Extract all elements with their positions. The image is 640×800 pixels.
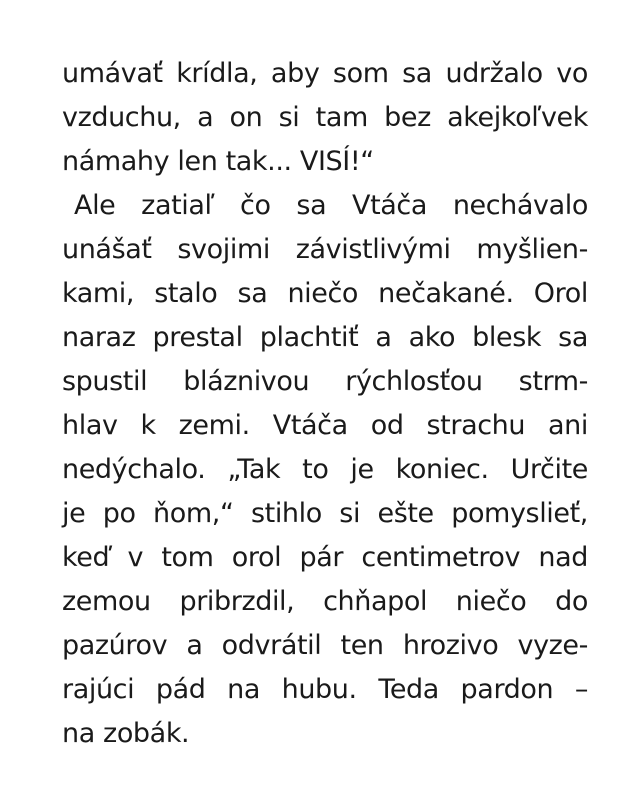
text-line: rajúci pád na hubu. Teda pardon – [62,674,588,705]
text-line: kami, stalo sa niečo nečakané. Orol [62,278,588,309]
text-line: vzduchu, a on si tam bez akejkoľvek [62,102,588,133]
text-line: nedýchalo. „Tak to je koniec. Určite [62,454,588,485]
body-text [62,52,588,756]
text-line: keď v tom orol pár centimetrov nad [62,542,588,573]
text-line: námahy len tak... VISÍ!“ [62,146,374,177]
paragraph-first-line: Ale zatiaľ čo sa Vtáča nechávalo [74,190,588,221]
text-line: naraz prestal plachtiť a ako blesk sa [62,322,588,353]
text-line: je po ňom,“ stihlo si ešte pomyslieť, [62,498,588,529]
text-line: umávať krídla, aby som sa udržalo vo [62,58,588,89]
text-line: spustil bláznivou rýchlosťou strm- [62,366,588,397]
text-line: na zobák. [62,718,190,749]
text-line: pazúrov a odvrátil ten hrozivo vyze- [62,630,588,661]
text-line: hlav k zemi. Vtáča od strachu ani [62,410,588,441]
text-line: unášať svojimi závistlivými myšlien- [62,234,588,265]
text-line: zemou pribrzdil, chňapol niečo do [62,586,588,617]
